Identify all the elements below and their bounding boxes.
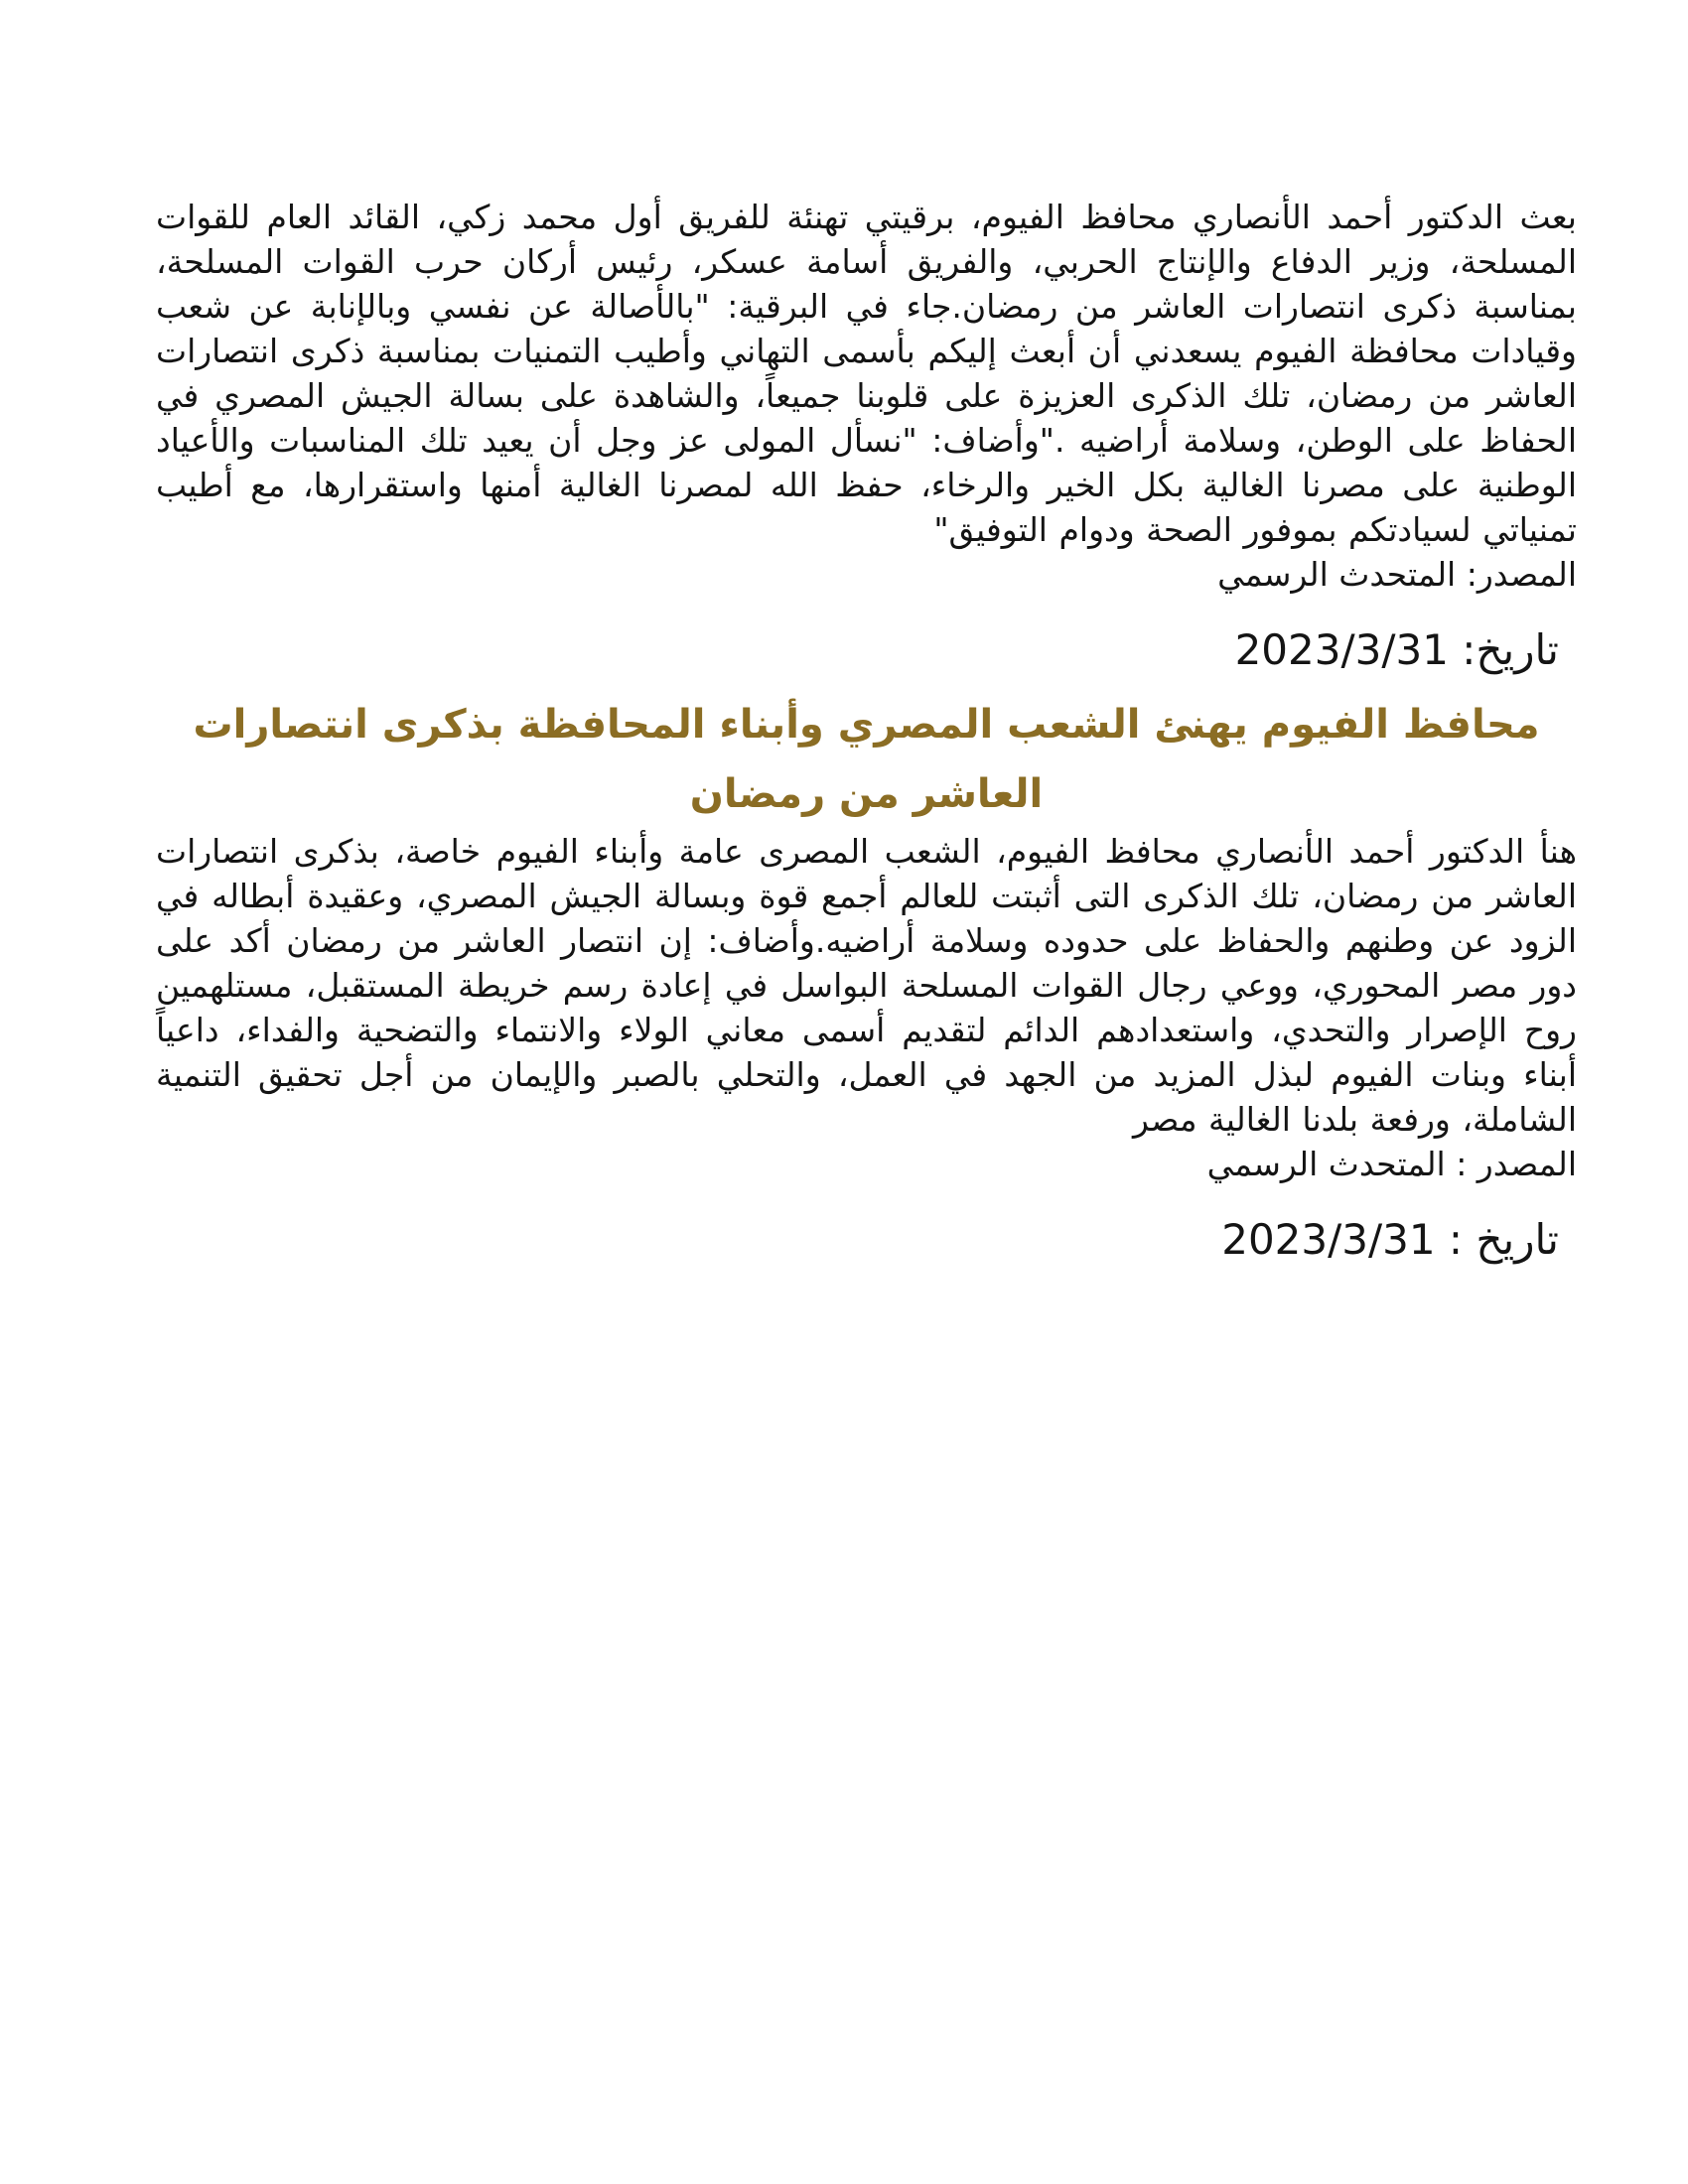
telegram-paragraph: بعث الدكتور أحمد الأنصاري محافظ الفيوم، برقيتي تهنئة للفريق أول محمد زكي، القائد العام للقوات المسلحة، وزير الدفاع والإنتاج الحربي، والفريق أسامة عسكر، رئيس أركان حرب القوات المسلحة، بمناسبة ذكرى انتصارات العاشر من رمضان.جاء في البرقية: "بالأصالة عن نفسي وبالإنابة عن شعب وقيادات محافظة الفيوم يسعدني أن أبعث إليكم بأسمى التهاني وأطيب التمنيات بمناسبة ذكرى انتصارات العاشر من رمضان، تلك الذكرى العزيزة على قلوبنا جميعاً، والشاهدة على بسالة الجيش المصري في الحفاظ على الوطن، وسلامة أراضيه ."وأضاف: "نسأل المولى عز وجل أن يعيد تلك المناسبات والأعياد الوطنية على مصرنا الغالية بكل الخير والرخاء، حفظ الله لمصرنا الغالية أمنها واستقرارها، مع أطيب تمنياتي لسيادتكم بموفور الصحة ودوام التوفيق" <box>156 198 1577 549</box>
date-line-1: تاريخ: 2023/3/31 <box>1234 625 1559 674</box>
article-heading: محافظ الفيوم يهنئ الشعب المصري وأبناء المحافظة بذكرى انتصارات العاشر من رمضان <box>193 702 1540 817</box>
source-line-1: المصدر: المتحدث الرسمي <box>1217 555 1577 594</box>
congratulations-paragraph: هنأ الدكتور أحمد الأنصاري محافظ الفيوم، الشعب المصرى عامة وأبناء الفيوم خاصة، بذكرى انتصارات العاشر من رمضان، تلك الذكرى التى أثبتت للعالم أجمع قوة وبسالة الجيش المصري، وعقيدة أبطاله في الزود عن وطنهم والحفاظ على حدوده وسلامة أراضيه.وأضاف: إن انتصار العاشر من رمضان أكد على دور مصر المحوري، ووعي رجال القوات المسلحة البواسل في إعادة رسم خريطة المستقبل، مستلهمين روح الإصرار والتحدي، واستعدادهم الدائم لتقديم أسمى معاني الولاء والانتماء والتضحية والفداء، داعياً أبناء وبنات الفيوم لبذل المزيد من الجهد في العمل، والتحلي بالصبر والإيمان من أجل تحقيق التنمية الشاملة، ورفعة بلدنا الغالية مصر <box>156 832 1577 1139</box>
source-line-2: المصدر : المتحدث الرسمي <box>1206 1145 1577 1183</box>
date-line-2: تاريخ : 2023/3/31 <box>1221 1215 1559 1264</box>
